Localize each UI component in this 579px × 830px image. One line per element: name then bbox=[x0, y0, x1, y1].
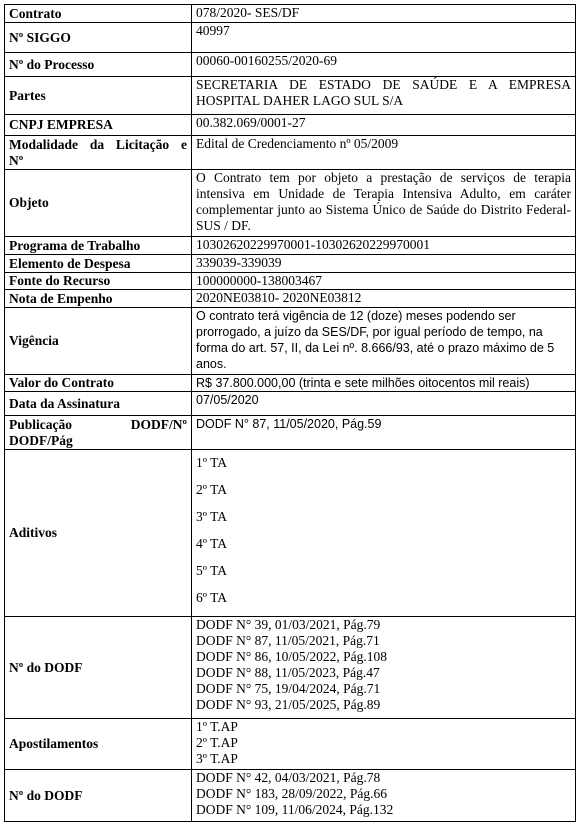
row-apostilamentos bbox=[5, 719, 576, 770]
value-processo: 00060-00160255/2020-69 bbox=[192, 53, 576, 77]
row-elemento bbox=[5, 255, 576, 273]
row-contrato bbox=[5, 5, 576, 23]
row-dodf-apostilamentos bbox=[5, 770, 576, 822]
value-vigencia: O contrato terá vigência de 12 (doze) meses podendo ser prorrogado, a juízo da SES/DF, por igual período de tempo, na forma do art. 57, II, da Lei nº. 8.666/93, até o prazo máximo de 5 anos. bbox=[192, 308, 576, 375]
value-apostilamentos bbox=[192, 719, 576, 770]
label-objeto: Objeto bbox=[5, 170, 192, 237]
value-partes: SECRETARIA DE ESTADO DE SAÚDE E A EMPRESA HOSPITAL DAHER LAGO SUL S/A bbox=[192, 77, 576, 115]
value-valor: R$ 37.800.000,00 (trinta e sete milhões oitocentos mil reais) bbox=[192, 375, 576, 392]
label-programa: Programa de Trabalho bbox=[5, 237, 192, 255]
row-processo bbox=[5, 53, 576, 77]
row-valor bbox=[5, 375, 576, 392]
aditivo-item: 5º TA bbox=[196, 563, 227, 578]
label-elemento: Elemento de Despesa bbox=[5, 255, 192, 273]
label-publicacao-line-1: Publicação DODF/Nº bbox=[9, 416, 187, 432]
label-valor: Valor do Contrato bbox=[5, 375, 192, 392]
dodf-aditivo-item: DODF N° 87, 11/05/2021, Pág.71 bbox=[196, 633, 380, 648]
value-elemento: 339039-339039 bbox=[192, 255, 576, 273]
value-aditivos bbox=[192, 450, 576, 617]
value-assinatura: 07/05/2020 bbox=[192, 392, 576, 416]
dodf-apostilamento-item: DODF N° 109, 11/06/2024, Pág.132 bbox=[196, 802, 394, 817]
label-dodf-apostilamentos: Nº do DODF bbox=[5, 770, 192, 822]
value-cnpj: 00.382.069/0001-27 bbox=[192, 115, 576, 136]
label-siggo: Nº SIGGO bbox=[5, 23, 192, 53]
value-dodf-apostilamentos bbox=[192, 770, 576, 822]
apostilamento-item: 2º T.AP bbox=[196, 735, 238, 750]
dodf-aditivo-item: DODF N° 39, 01/03/2021, Pág.79 bbox=[196, 617, 381, 632]
label-cnpj: CNPJ EMPRESA bbox=[5, 115, 192, 136]
value-contrato: 078/2020- SES/DF bbox=[192, 5, 576, 23]
contract-info-table bbox=[4, 4, 576, 822]
row-objeto bbox=[5, 170, 576, 237]
dodf-aditivo-item: DODF N° 93, 21/05/2025, Pág.89 bbox=[196, 697, 381, 712]
label-vigencia: Vigência bbox=[5, 308, 192, 375]
row-empenho bbox=[5, 290, 576, 308]
label-fonte: Fonte do Recurso bbox=[5, 273, 192, 290]
aditivo-item: 3º TA bbox=[196, 509, 227, 524]
row-aditivos bbox=[5, 450, 576, 617]
dodf-aditivo-item: DODF N° 86, 10/05/2022, Pág.108 bbox=[196, 649, 388, 664]
label-aditivos: Aditivos bbox=[5, 450, 192, 617]
label-modalidade-line-1: Modalidade da Licitação e bbox=[9, 136, 187, 152]
label-contrato: Contrato bbox=[5, 5, 192, 23]
row-publicacao bbox=[5, 416, 576, 450]
value-publicacao: DODF N° 87, 11/05/2020, Pág.59 bbox=[192, 416, 576, 450]
label-empenho: Nota de Empenho bbox=[5, 290, 192, 308]
row-cnpj bbox=[5, 115, 576, 136]
label-assinatura: Data da Assinatura bbox=[5, 392, 192, 416]
row-vigencia bbox=[5, 308, 576, 375]
label-publicacao bbox=[5, 416, 192, 450]
row-modalidade bbox=[5, 136, 576, 170]
dodf-apostilamento-item: DODF N° 183, 28/09/2022, Pág.66 bbox=[196, 786, 388, 801]
value-dodf-aditivos bbox=[192, 617, 576, 719]
row-partes bbox=[5, 77, 576, 115]
value-empenho: 2020NE03810- 2020NE03812 bbox=[192, 290, 576, 308]
label-processo: Nº do Processo bbox=[5, 53, 192, 77]
row-dodf-aditivos bbox=[5, 617, 576, 719]
value-modalidade: Edital de Credenciamento nº 05/2009 bbox=[192, 136, 576, 170]
aditivo-item: 2º TA bbox=[196, 482, 227, 497]
dodf-aditivo-item: DODF N° 75, 19/04/2024, Pág.71 bbox=[196, 681, 381, 696]
aditivo-item: 6º TA bbox=[196, 590, 227, 605]
label-apostilamentos: Apostilamentos bbox=[5, 719, 192, 770]
label-partes: Partes bbox=[5, 77, 192, 115]
dodf-aditivo-item: DODF N° 88, 11/05/2023, Pág.47 bbox=[196, 665, 380, 680]
label-modalidade bbox=[5, 136, 192, 170]
row-programa bbox=[5, 237, 576, 255]
aditivo-item: 1º TA bbox=[196, 455, 227, 470]
aditivo-item: 4º TA bbox=[196, 536, 227, 551]
apostilamento-item: 3º T.AP bbox=[196, 751, 238, 766]
value-siggo: 40997 bbox=[192, 23, 576, 53]
label-dodf-aditivos: Nº do DODF bbox=[5, 617, 192, 719]
value-programa: 10302620229970001-10302620229970001 bbox=[192, 237, 576, 255]
label-modalidade-line-2: Nº bbox=[9, 152, 24, 168]
row-assinatura bbox=[5, 392, 576, 416]
value-fonte: 100000000-138003467 bbox=[192, 273, 576, 290]
row-siggo bbox=[5, 23, 576, 53]
dodf-apostilamento-item: DODF N° 42, 04/03/2021, Pág.78 bbox=[196, 770, 381, 785]
value-objeto: O Contrato tem por objeto a prestação de serviços de terapia intensiva em Unidade de Terapia Intensiva Adulto, em caráter complementar junto ao Sistema Único de Saúde do Distrito Federal- SUS / DF. bbox=[192, 170, 576, 237]
label-publicacao-line-2: DODF/Pág bbox=[9, 432, 73, 448]
row-fonte bbox=[5, 273, 576, 290]
apostilamento-item: 1º T.AP bbox=[196, 719, 238, 734]
